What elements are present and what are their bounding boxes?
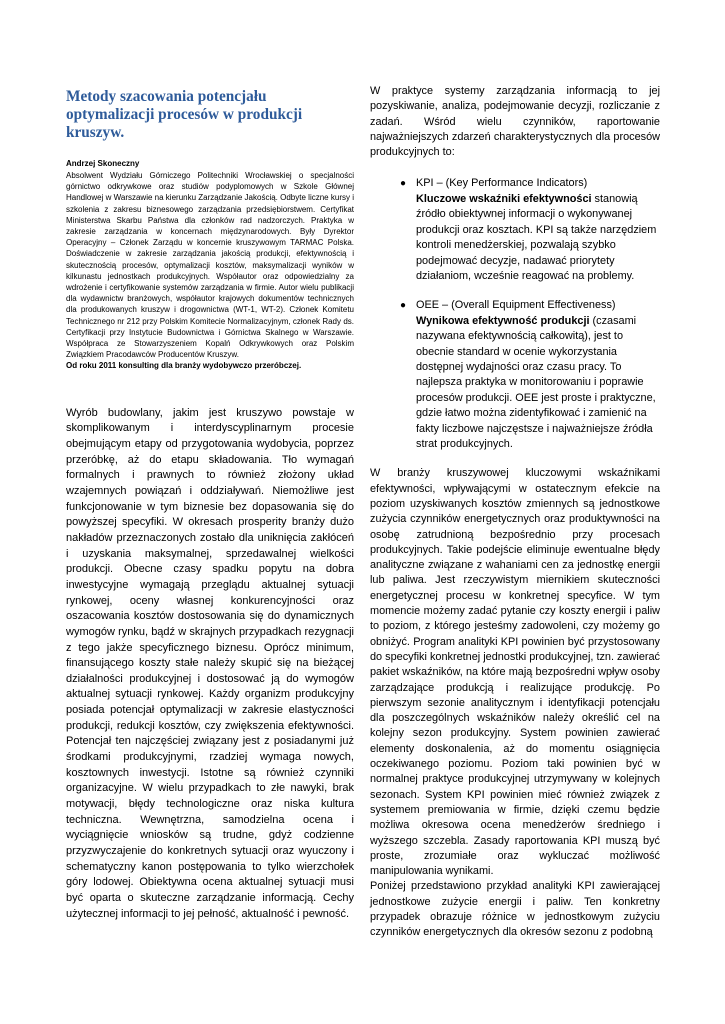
indicator-list [370, 176, 660, 452]
bullet-text: (czasami nazywana efektywnością całkowitą), jest to obecnie standard w ocenie wykorzystania dostępnej wydajności oraz czasu pracy. To najlepsza praktyka w monitorowaniu i poprawie procesów produkcji. OEE jest proste i praktyczne, gdzie łatwo można zidentyfikować i zamienić na fakty liczbowe najczęstsze i najważniejsze źródła strat produkcyjnych. [416, 314, 656, 450]
list-item [370, 176, 660, 284]
bullet-heading: KPI – (Key Performance Indicators) [416, 177, 588, 190]
right-intro-paragraph: W praktyce systemy zarządzania informacją to jej pozyskiwanie, analiza, podejmowanie decyzji, rozliczanie z zadań. Wśród wielu czynników, raportowanie najważniejszych zdarzeń charakterystycznych dla procesów produkcyjnych to: [370, 85, 660, 159]
bullet-heading: OEE – (Overall Equipment Effectiveness) [416, 299, 616, 312]
right-body-paragraph-2: Poniżej przedstawiono przykład analityki KPI zawierającej jednostkowe zużycie energii i paliw. Ten konkretny przypadek obrazuje różnice w jednostkowym zużyciu czynników energetycznych dla okresów sezonu z podobną [370, 880, 660, 939]
left-body-paragraph: Wyrób budowlany, jakim jest kruszywo powstaje w skomplikowanym i interdyscyplinarnym procesie obejmującym etapy od przygotowania wydobycia, poprzez przeróbkę, aż do etapu składowania. Tło wymagań formalnych i prawnych to również złożony układ wzajemnych powiązań i oddziaływań. Niemożliwe jest funkcjonowanie w tym biznesie bez dopasowania się do powyższej specyfiki. W okresach prosperity branży dużo nakładów przeznaczonych zostało dla uniknięcia zakłóceń i uzyskania maksymalnej, sprzedawalnej wielkości produkcji. Obecne czasy spadku popytu na dobra inwestycyjne wymagają przeglądu aktualnej sytuacji rynkowej, oceny własnej konkurencyjności oraz oszacowania kosztów dostosowania się do dynamicznych wymogów rynku, bądź w skrajnych przypadkach rezygnacji z tego jakże specyficznego biznesu. Oprócz minimum, finansującego koszty stałe należy skupić się na bieżącej działalności produkcyjnej i dostosować ją do wymogów aktualnej sytuacji rynkowej. Każdy organizm produkcyjny posiada potencjał optymalizacji w zakresie elastyczności produkcji, redukcji kosztów, czy zwiększenia efektywności. Potencjał ten najczęściej związany jest z posiadanymi już środkami produkcyjnymi, rzadziej wymaga nowych, kosztownych inwestycji. Istotne są również czynniki organizacyjne. W wielu przypadkach to złe nawyki, brak motywacji, błędy technologiczne oraz niska kultura techniczna. Wewnętrzna, samodzielna ocena i wyciągnięcie wniosków są trudne, gdyż codzienne przyzwyczajenie do konkretnych sytuacji oraz wyuczony i schematyczny kanon postępowania to tylko wierzchołek góry lodowej. Obiektywna ocena aktualnej sytuacji musi być oparta o skuteczne zarządzanie informacją. Cechy użytecznej informacji to jej pełność, aktualność i pewność. [66, 406, 354, 920]
right-column [370, 84, 660, 941]
bullet-bold: Kluczowe wskaźniki efektywności [416, 192, 592, 205]
author-bio: Absolwent Wydziału Górniczego Politechniki Wrocławskiej o specjalności górnictwo odkrywkowe oraz studiów podyplomowych w Szkole Głównej Handlowej w Warszawie na kierunku Zarządzanie Jakością. Odbyte liczne kursy i szkolenia z zakresu biznesowego zarządzania przedsiębiorstwem. Certyfikat Ministerstwa Skarbu Państwa dla członków rad nadzorczych. Praktyka w zakresie zarządzania w koncernach międzynarodowych. Były Dyrektor Operacyjny – Członek Zarządu w koncernie kruszywowym TARMAC Polska. Doświadczenie w zakresie zarządzania jakością produkcji, efektywnością i skutecznością procesów, optymalizacji kosztów, maksymalizacji wyników w kilkunastu jednostkach produkcyjnych. Współautor oraz odpowiedzialny za wdrożenie i certyfikowanie systemów zarządzania w firmie. Autor wielu publikacji dla wydawnictw branżowych, współautor krajowych dokumentów technicznych dla produkowanych kruszyw i drogownictwa (WT-1, WT-2). Członek Komitetu Technicznego nr 212 przy Polskim Komitecie Normalizacyjnym, członek Rady ds. Certyfikacji przy Instytucie Budownictwa i Górnictwa Skalnego w Warszawie. Współpraca ze Stowarzyszeniem Kopalń Odkrywkowych oraz Polskim Związkiem Pracodawców Producentów Kruszyw. [66, 171, 354, 360]
article-title: Metody szacowania potencjału optymalizacji procesów w produkcji kruszyw. [66, 88, 303, 141]
right-body-paragraph: W branży kruszywowej kluczowymi wskaźnikami efektywności, wpływającymi w ostatecznym efekcie na poziom uzyskiwanych kosztów zmiennych są jednostkowe zużycia czynników energetycznych oraz produktywności na osobę zatrudnioną bezpośrednio przy procesach produkcyjnych. Takie podejście eliminuje ewentualne błędy analityczne związane z wahaniami cen za jednostkę energii lub paliwa. Jest rzeczywistym miernikiem skuteczności energetycznej procesu w konkretnej specyfice. W tym momencie możemy zadać pytanie czy koszty energii i paliw to poziom, z którego jesteśmy zadowoleni, czy możemy go obniżyć. Program analityki KPI powinien być przystosowany do specyfiki konkretnej jednostki produkcyjnej, tzn. zawierać pakiet wskaźników, na które mają bezpośredni wpływ osoby zarządzające produkcją i realizujące produkcję. Po pierwszym sezonie analitycznym i identyfikacji potencjału dla poszczególnych wskaźników należy określić cel na kolejny sezon produkcyjny. System powinien zawierać elementy doskonalenia, aż do momentu osiągnięcia oczekiwanego poziomu. Poziom taki powinien być w normalnej praktyce produkcyjnej utrzymywany w kolejnych sezonach. System KPI powinien mieć również związek z systemem premiowania w firmie, dzięki czemu będzie możliwa okresowa ocena menedżerów średniego i wyższego szczebla. Zasady raportowania KPI muszą być proste, zrozumiałe oraz wykluczać możliwość manipulowania wynikami. [370, 467, 660, 878]
bullet-bold: Wynikowa efektywność produkcji [416, 314, 590, 327]
bullet-text: stanowią źródło obiektywnej informacji o wykonywanej produkcji oraz kosztach. KPI są także narzędziem kontroli menedżerskiej, pozwalają szybko podejmować decyzje, nadawać priorytety działaniom, wcześnie reagować na problemy. [416, 192, 657, 282]
left-column [66, 84, 354, 922]
author-name: Andrzej Skoneczny [66, 159, 140, 168]
bullet-icon: ● [400, 178, 407, 190]
author-note: Od roku 2011 konsulting dla branży wydobywczo przeróbczej. [66, 361, 302, 371]
bullet-icon: ● [400, 300, 407, 312]
list-item [370, 298, 660, 452]
